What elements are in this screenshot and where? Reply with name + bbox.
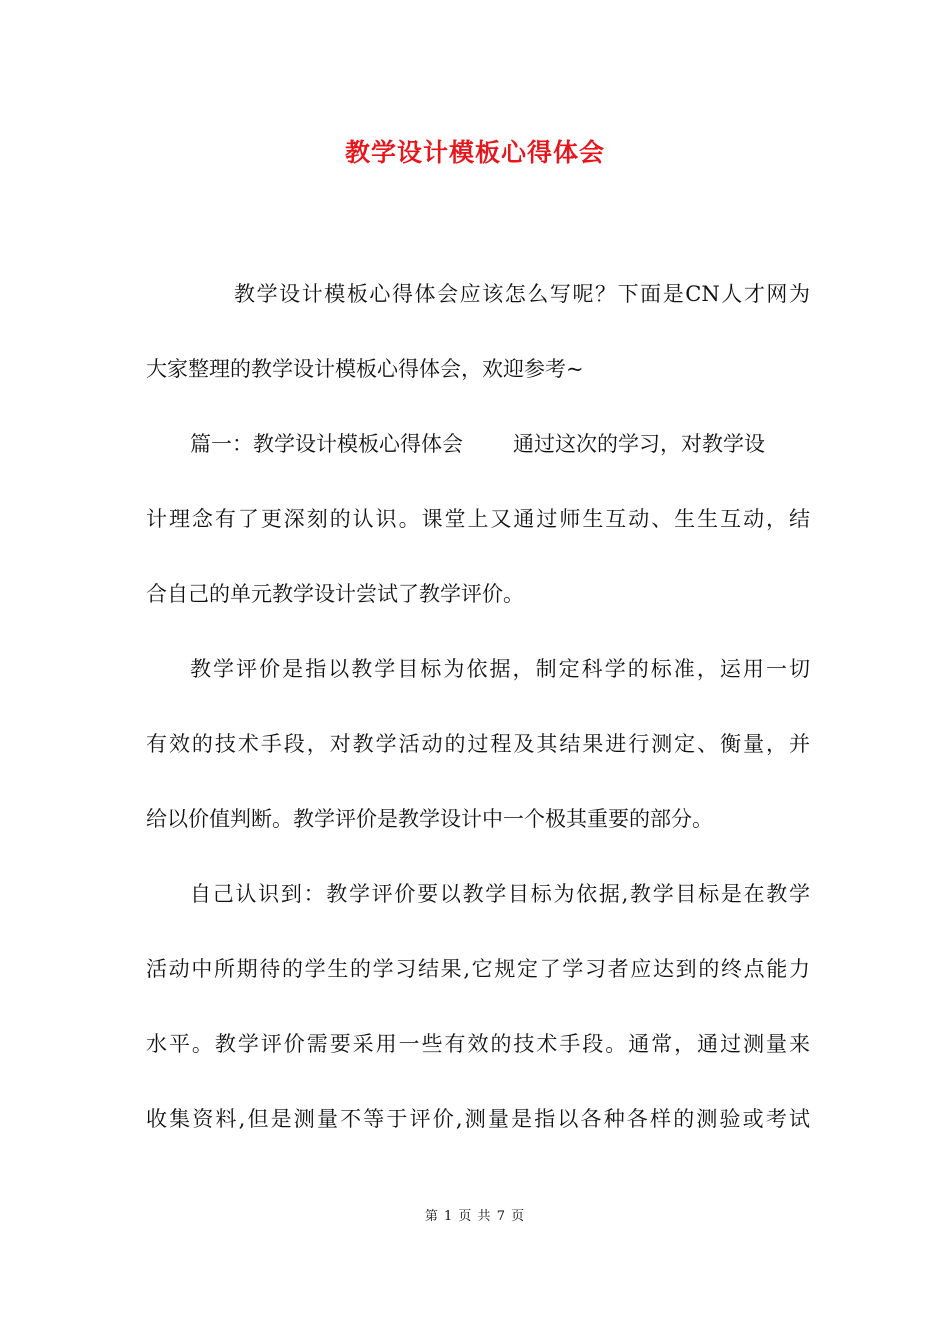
- paragraph-line: 大家整理的教学设计模板心得体会，欢迎参考~: [146, 357, 584, 381]
- page-number-footer: 第 1 页 共 7 页: [424, 1209, 526, 1224]
- document-title: 教学设计模板心得体会: [344, 138, 605, 167]
- paragraph-text: 通过这次的学习，对教学设: [513, 432, 765, 456]
- paragraph-line: [146, 427, 810, 462]
- document-body: [146, 277, 810, 1177]
- paragraph-line: 教学评价是指以教学目标为依据，制定科学的标准，运用一切: [190, 657, 810, 681]
- paragraph-line: 计理念有了更深刻的认识。课堂上又通过师生互动、生生互动，结: [146, 507, 810, 531]
- paragraph-line: 收集资料,但是测量不等于评价,测量是指以各种各样的测验或考试: [146, 1107, 810, 1131]
- section-heading: 篇一：教学设计模板心得体会: [190, 432, 463, 456]
- paragraph-line: 有效的技术手段，对教学活动的过程及其结果进行测定、衡量，并: [146, 732, 810, 756]
- paragraph-line: 活动中所期待的学生的学习结果,它规定了学习者应达到的终点能力: [146, 957, 810, 981]
- paragraph-line: 给以价值判断。教学评价是教学设计中一个极其重要的部分。: [146, 807, 713, 831]
- paragraph-line: 教学设计模板心得体会应该怎么写呢？下面是CN人才网为: [234, 282, 810, 306]
- paragraph-line: 自己认识到：教学评价要以教学目标为依据,教学目标是在教学: [190, 882, 810, 906]
- paragraph-line: 水平。教学评价需要采用一些有效的技术手段。通常，通过测量来: [146, 1032, 810, 1056]
- paragraph-line: 合自己的单元教学设计尝试了教学评价。: [146, 582, 524, 606]
